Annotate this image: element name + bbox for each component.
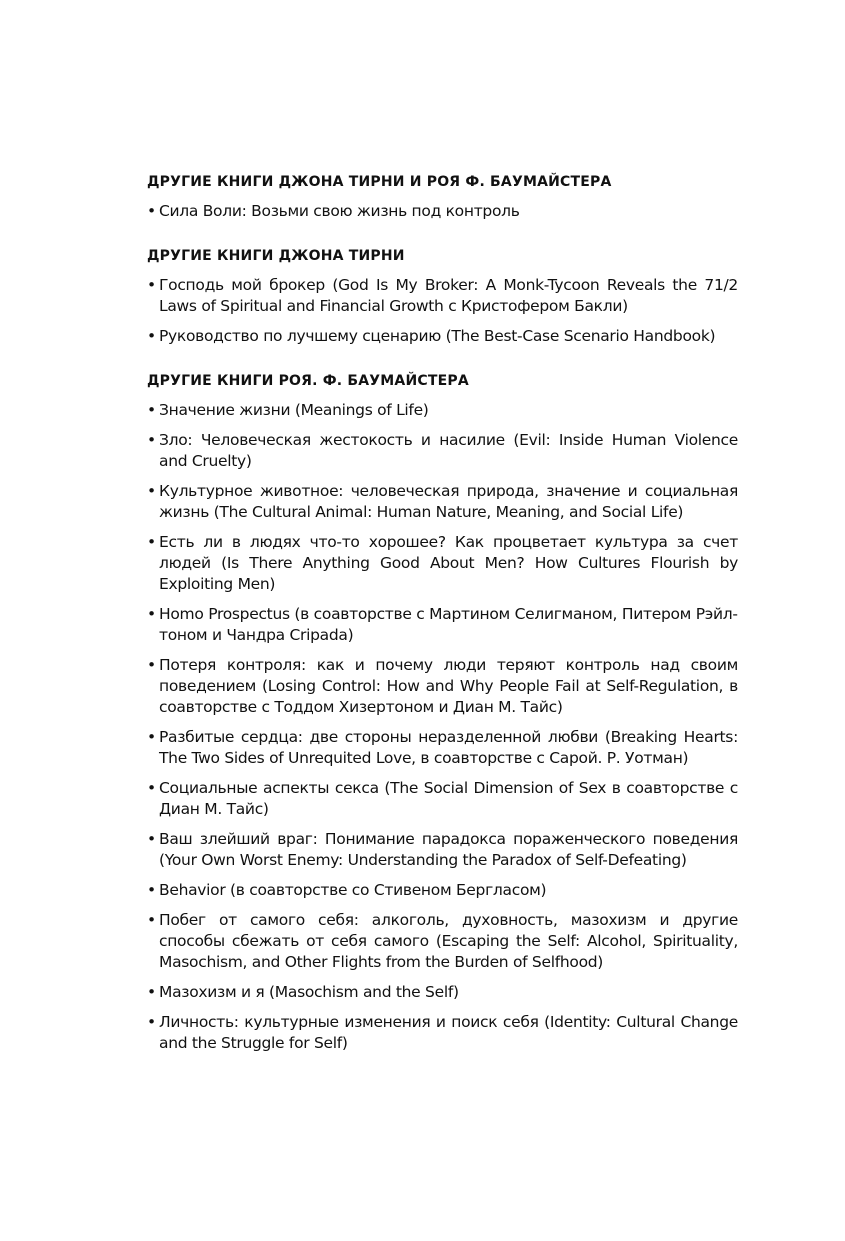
book-item <box>147 326 738 347</box>
book-title: Побег от самого себя: алкоголь, духовность, мазохизм и другие способы сбежать от себя самого (Escaping the Self: Alcohol, Spirituality, Masochism, and Other Flights from the Burden of Selfhood) <box>159 911 738 971</box>
book-title: Homo Prospectus (в соавторстве с Мартином Селигманом, Питером Рэйлтоном и Чандра Сripada) <box>159 605 738 644</box>
bullet-icon: • <box>147 327 156 345</box>
section-tierney <box>147 246 738 347</box>
book-item <box>147 1012 738 1054</box>
book-title: Есть ли в людях что-то хорошее? Как процветает культура за счет людей (Is There Anything Good About Men? How Cultures Flourish by Exploiting Men) <box>159 533 738 593</box>
book-item <box>147 880 738 901</box>
bullet-icon: • <box>147 533 156 551</box>
book-item <box>147 982 738 1003</box>
book-item <box>147 275 738 317</box>
book-item <box>147 604 738 646</box>
section-title: ДРУГИЕ КНИГИ РОЯ. Ф. БАУМАЙСТЕРА <box>147 373 469 389</box>
bullet-icon: • <box>147 881 156 899</box>
bullet-icon: • <box>147 983 156 1001</box>
book-title: Разбитые сердца: две стороны неразделенной любви (Breaking Hearts: The Two Sides of Unrequited Love, в соавторстве с Сарой. Р. Уотман) <box>159 728 738 767</box>
book-item <box>147 910 738 973</box>
bullet-icon: • <box>147 431 156 449</box>
book-title: Сила Воли: Возьми свою жизнь под контроль <box>159 202 520 220</box>
book-title: Господь мой брокер (God Is My Broker: A Monk-Tycoon Reveals the 71/2 Laws of Spiritual and Financial Growth с Кристофером Бакли) <box>159 276 738 315</box>
book-item <box>147 727 738 769</box>
section-title: ДРУГИЕ КНИГИ ДЖОНА ТИРНИ И РОЯ Ф. БАУМАЙСТЕРА <box>147 174 612 190</box>
bullet-icon: • <box>147 605 156 623</box>
bullet-icon: • <box>147 401 156 419</box>
page-content <box>147 172 738 1054</box>
book-title: Социальные аспекты секса (The Social Dimension of Sex в соавторстве с Диан М. Тайс) <box>159 779 738 818</box>
book-item <box>147 829 738 871</box>
book-title: Потеря контроля: как и почему люди теряют контроль над своим поведением (Losing Control: How and Why People Fail at Self-Regulation, в соавторстве с Тоддом Хизертоном и Диан М. Тайс) <box>159 656 738 716</box>
bullet-icon: • <box>147 779 156 797</box>
bullet-icon: • <box>147 482 156 500</box>
book-title: Личность: культурные изменения и поиск себя (Identity: Cultural Change and the Struggle for Self) <box>159 1013 738 1052</box>
bullet-icon: • <box>147 1013 156 1031</box>
section-title: ДРУГИЕ КНИГИ ДЖОНА ТИРНИ <box>147 248 405 264</box>
book-list <box>147 201 738 222</box>
book-title: Значение жизни (Meanings of Life) <box>159 401 429 419</box>
book-title: Руководство по лучшему сценарию (The Best-Case Scenario Handbook) <box>159 327 716 345</box>
book-list <box>147 275 738 347</box>
book-list <box>147 400 738 1054</box>
bullet-icon: • <box>147 830 156 848</box>
book-item <box>147 778 738 820</box>
bullet-icon: • <box>147 276 156 294</box>
book-title: Behavior (в соавторстве со Стивеном Бергласом) <box>159 881 547 899</box>
book-title: Зло: Человеческая жестокость и насилие (Evil: Inside Human Violence and Cruelty) <box>159 431 738 470</box>
bullet-icon: • <box>147 202 156 220</box>
bullet-icon: • <box>147 656 156 674</box>
book-item <box>147 201 738 222</box>
book-title: Мазохизм и я (Masochism and the Self) <box>159 983 459 1001</box>
book-title: Ваш злейший враг: Понимание парадокса пораженческого поведения (Your Own Worst Enemy: Understanding the Paradox of Self-Defeating) <box>159 830 738 869</box>
book-item <box>147 481 738 523</box>
book-item <box>147 655 738 718</box>
bullet-icon: • <box>147 728 156 746</box>
book-item <box>147 400 738 421</box>
section-baumeister <box>147 371 738 1054</box>
book-item <box>147 532 738 595</box>
book-item <box>147 430 738 472</box>
bullet-icon: • <box>147 911 156 929</box>
section-tierney-baumeister <box>147 172 738 222</box>
book-title: Культурное животное: человеческая природа, значение и социальная жизнь (The Cultural Animal: Human Nature, Meaning, and Social Life) <box>159 482 738 521</box>
